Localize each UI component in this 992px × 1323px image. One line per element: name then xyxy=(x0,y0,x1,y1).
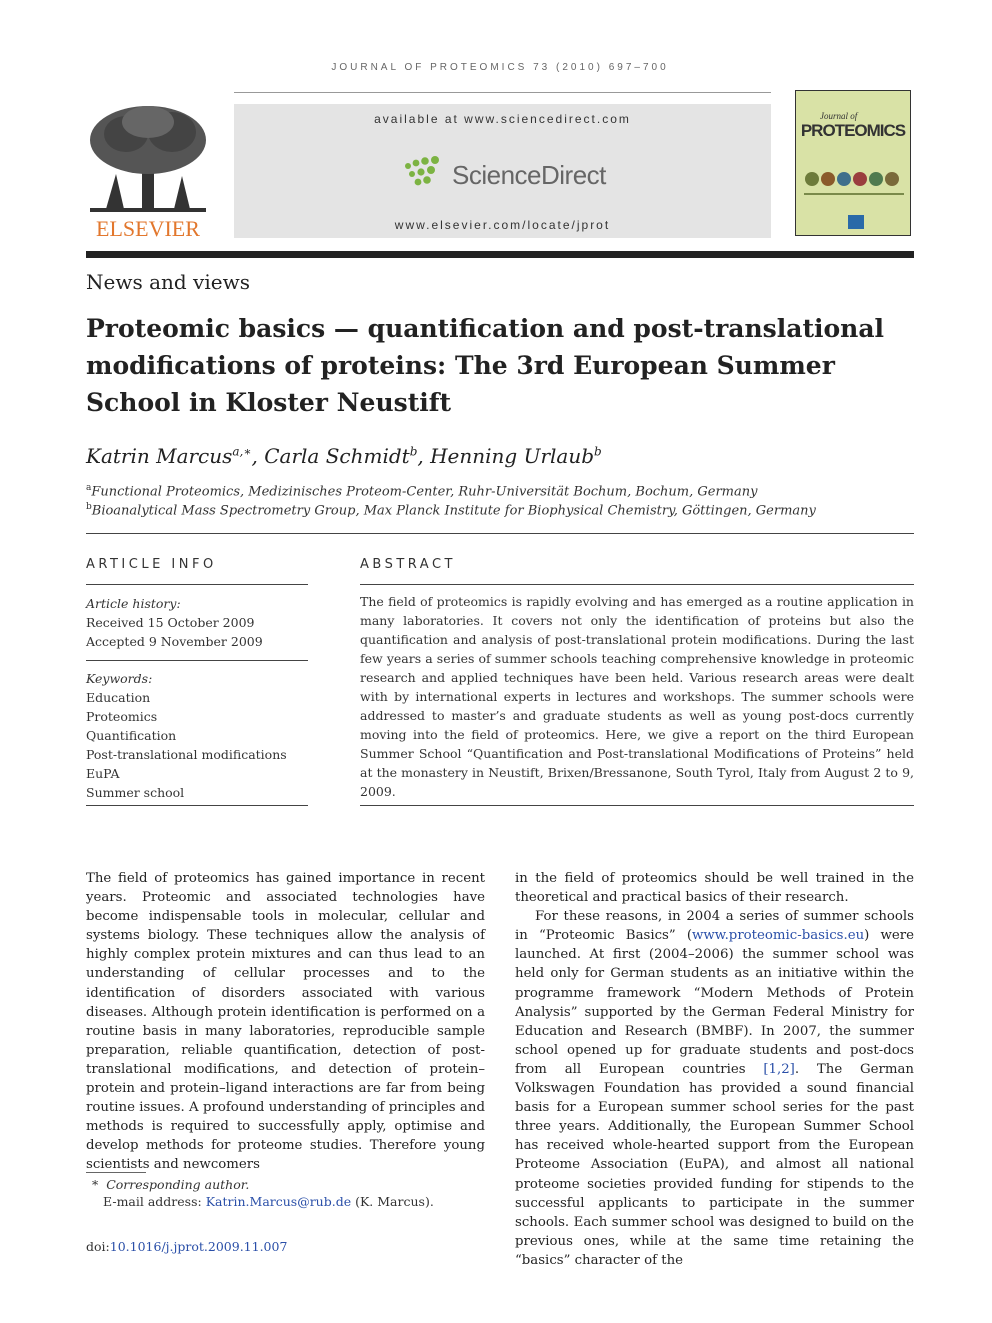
corresponding-author-note xyxy=(92,1177,249,1192)
author-name[interactable]: Henning Urlaub xyxy=(430,444,595,468)
email-suffix: (K. Marcus). xyxy=(351,1194,434,1209)
section-label: News and views xyxy=(86,270,250,294)
divider xyxy=(360,805,914,806)
keywords-label: Keywords: xyxy=(86,671,153,686)
accepted-date: Accepted 9 November 2009 xyxy=(86,634,263,649)
author-name[interactable]: Carla Schmidt xyxy=(264,444,410,468)
body-paragraph xyxy=(515,907,914,1270)
elsevier-tree-icon xyxy=(86,104,210,216)
sciencedirect-logo[interactable]: ScienceDirect xyxy=(452,160,606,190)
cover-title: PROTEOMICS xyxy=(800,121,906,140)
abstract-heading: ABSTRACT xyxy=(360,557,456,572)
header-thick-rule xyxy=(86,251,914,258)
received-date: Received 15 October 2009 xyxy=(86,615,255,630)
footnote-star: * xyxy=(92,1177,99,1192)
keywords xyxy=(86,669,308,802)
doi-link[interactable]: 10.1016/j.jprot.2009.11.007 xyxy=(109,1239,288,1254)
footnote-rule xyxy=(86,1172,146,1173)
affiliation-text: Bioanalytical Mass Spectrometry Group, Max Planck Institute for Biophysical Chemistry, Göttingen, Germany xyxy=(91,503,816,519)
sciencedirect-banner xyxy=(234,104,771,238)
keyword: Proteomics xyxy=(86,709,158,724)
affiliation xyxy=(86,502,816,518)
email-note xyxy=(103,1194,434,1209)
available-at-text[interactable]: available at www.sciencedirect.com xyxy=(374,112,631,126)
author-sep: , xyxy=(417,444,431,468)
journal-running-header: JOURNAL OF PROTEOMICS 73 (2010) 697–700 xyxy=(331,62,669,73)
reference-link[interactable]: [1,2] xyxy=(763,1061,795,1077)
cover-images-icon xyxy=(804,165,904,205)
affiliation-mark: b xyxy=(86,502,92,512)
affiliation-mark: a xyxy=(86,483,92,493)
sciencedirect-dots-icon xyxy=(400,154,450,188)
cover-journal-of: Journal of xyxy=(820,111,858,121)
body-column-left: The field of proteomics has gained importance in recent years. Proteomic and associated technologies have become indispensable tools in molecular, cellular and systems biology. These techniques allow the analysis of highly complex protein mixtures and can thus lead to an understanding of cellular processes and to the identification of disorders associated with various diseases. Although protein identification is performed on a routine basis in many laboratories, reproducible sample preparation, reliable quantification, detection of post-translational modifications, and detection of protein–protein and protein–ligand interactions are far from being routine issues. A profound understanding of principles and methods is required to successfully apply, optimise and develop methods for proteome studies. Therefore young scientists and newcomers xyxy=(86,871,485,1173)
email-label: E-mail address: xyxy=(103,1194,206,1209)
abstract-text: The field of proteomics is rapidly evolving and has emerged as a routine application in many laboratories. It covers not only the identification of proteins but also the quantification and analysis of post-translational protein modifications. During the last few years a series of summer schools teaching comprehensive knowledge in proteomic research and applied techniques have been held. Various research areas were dealt with by international experts in lectures and workshops. The summer schools were addressed to master’s and graduate students as well as young post-docs currently moving into the field of proteomics. Here, we give a report on the third European Summer School “Quantification and Post-translational Modifications of Proteins” held at the monastery in Neustift, Brixen/Bressanone, South Tyrol, Italy from August 2 to 9, 2009. xyxy=(360,594,914,799)
keyword: EuPA xyxy=(86,766,120,781)
keyword: Summer school xyxy=(86,785,185,800)
author-sup: a,∗ xyxy=(232,444,252,459)
doi xyxy=(86,1239,287,1254)
affiliation xyxy=(86,483,757,499)
author-sup: b xyxy=(594,444,602,459)
divider xyxy=(86,805,308,806)
divider xyxy=(86,533,914,534)
corresponding-label: Corresponding author. xyxy=(106,1177,250,1192)
article-title: Proteomic basics — quantification and post-translational modifications of proteins: The 3rd European Summer School in Kloster Neustift xyxy=(86,314,885,417)
body-text: . The German Volkswagen Foundation has provided a sound financial basis for a European summer school series for the past three years. Additionally, the European Summer School has received whole-hearted support from the European Proteome Association (EuPA), and almost all national proteome societies provided funding for stipends to the successful applicants to participate in the summer schools. Each summer school was designed to build on the previous ones, while at the same time retaining the “basics” character of the xyxy=(515,1061,914,1268)
author-name[interactable]: Katrin Marcus xyxy=(86,444,233,468)
divider xyxy=(360,584,914,585)
elsevier-wordmark: ELSEVIER xyxy=(96,216,200,241)
author-list xyxy=(86,444,602,468)
body-text: ) were launched. At first (2004–2006) the summer school was held only for German students as an initiative within the programme framework “Modern Methods of Protein Analysis” supported by the German Federal Ministry for Education and Research (BMBF). In 2007, the summer school opened up for graduate students and post-docs from all European countries xyxy=(515,928,914,1077)
cover-publisher-icon xyxy=(848,215,864,229)
keyword: Education xyxy=(86,690,151,705)
body-column-right xyxy=(515,869,914,1270)
email-link[interactable]: Katrin.Marcus@rub.de xyxy=(205,1194,352,1209)
keyword: Post-translational modifications xyxy=(86,747,287,762)
body-paragraph: in the field of proteomics should be well trained in the theoretical and practical basics of their research. xyxy=(515,871,914,906)
journal-cover[interactable] xyxy=(795,90,911,236)
body-text: For these reasons, in 2004 a series of summer schools in “Proteomic Basics” ( xyxy=(515,909,914,944)
elsevier-logo[interactable] xyxy=(86,104,210,242)
history-label: Article history: xyxy=(86,596,181,611)
affiliation-text: Functional Proteomics, Medizinisches Proteom-Center, Ruhr-Universität Bochum, Bochum, Germany xyxy=(91,484,758,500)
author-sup: b xyxy=(409,444,418,459)
journal-url[interactable]: www.elsevier.com/locate/jprot xyxy=(394,218,611,232)
keyword: Quantification xyxy=(86,728,177,743)
divider xyxy=(86,660,308,661)
article-info-heading: ARTICLE INFO xyxy=(86,557,217,572)
article-history xyxy=(86,594,308,651)
divider xyxy=(86,584,308,585)
doi-label: doi: xyxy=(86,1239,110,1254)
author-sep: , xyxy=(251,444,265,468)
proteomic-basics-link[interactable]: www.proteomic-basics.eu xyxy=(692,928,865,944)
header-rule xyxy=(234,92,771,93)
